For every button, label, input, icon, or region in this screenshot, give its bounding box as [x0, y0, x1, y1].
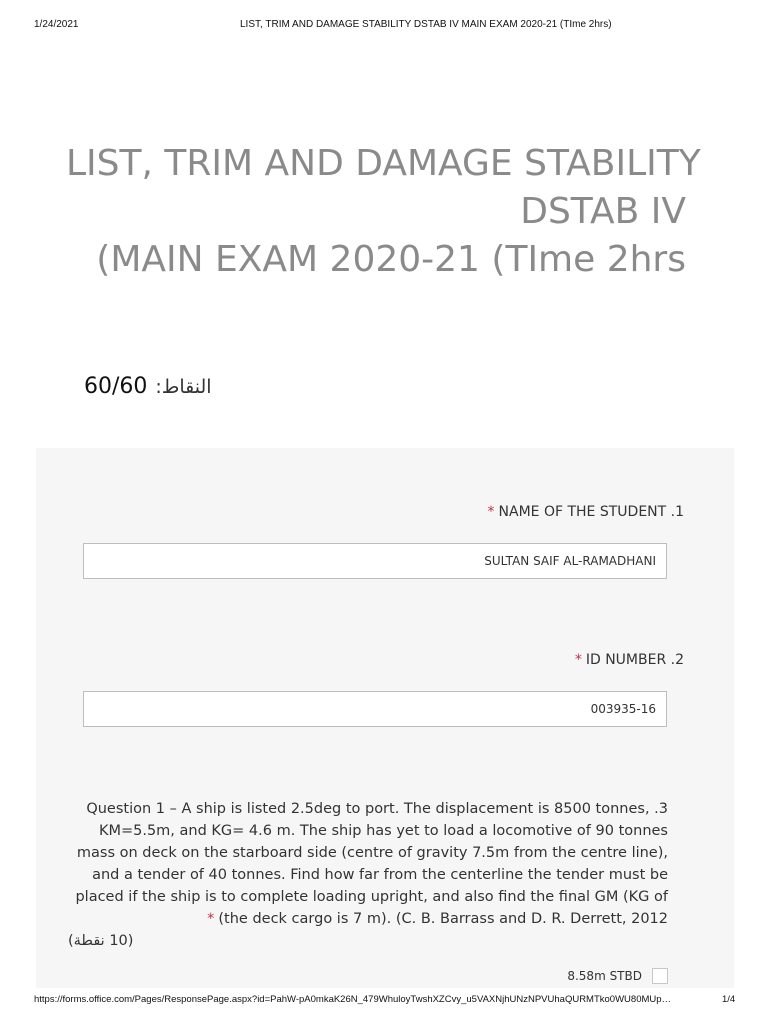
footer-page-number: 1/4 — [722, 994, 736, 1005]
print-title: LIST, TRIM AND DAMAGE STABILITY DSTAB IV MAIN EXAM 2020-21 (TIme 2hrs) — [240, 19, 612, 30]
question-3-points: (10 نقطة) — [68, 933, 134, 949]
print-date: 1/24/2021 — [34, 19, 79, 30]
question-1-text: NAME OF THE STUDENT .1 — [498, 504, 684, 520]
points-value: 60/60 — [84, 374, 148, 399]
question-1-label — [488, 504, 684, 520]
answer-option[interactable] — [567, 968, 668, 984]
footer-url: https://forms.office.com/Pages/ResponsePage.aspx?id=PahW-pA0mkaK26N_479WhuloyTwshXZCvy_u5VAXNjhUNzNPVUhaQURMTko0WU80MUp… — [34, 994, 672, 1005]
id-number-value: 003935-16 — [590, 702, 656, 716]
question-3-line: KM=5.5m, and KG= 4.6 m. The ship has yet to load a locomotive of 90 tonnes — [98, 823, 668, 839]
question-3-text — [68, 798, 668, 952]
question-3-line: Question 1 – A ship is listed 2.5deg to port. The displacement is 8500 tonnes, .3 — [86, 801, 668, 817]
question-3-line: placed if the ship is to complete loading upright, and also find the final GM (KG of — [75, 889, 668, 905]
points-label: النقاط: — [155, 376, 212, 398]
answer-option-label: 8.58m STBD — [567, 969, 642, 983]
question-2-text: ID NUMBER .2 — [585, 652, 684, 668]
question-3-line-required — [68, 908, 668, 930]
student-name-value: SULTAN SAIF AL-RAMADHANI — [484, 554, 656, 568]
form-title-line: DSTAB IV — [520, 191, 686, 232]
student-name-field[interactable] — [83, 543, 667, 579]
required-marker: * — [574, 652, 582, 668]
question-3-line: and a tender of 40 tonnes. Find how far from the centerline the tender must be — [92, 867, 668, 883]
form-title-line: LIST, TRIM AND DAMAGE STABILITY — [66, 143, 701, 184]
points-summary — [84, 374, 212, 399]
question-3-line: (the deck cargo is 7 m). (C. B. Barrass and D. R. Derrett, 2012 — [218, 911, 668, 927]
id-number-field[interactable] — [83, 691, 667, 727]
form-title — [66, 140, 701, 284]
question-3-line: mass on deck on the starboard side (centre of gravity 7.5m from the centre line), — [76, 845, 668, 861]
question-2-label — [575, 652, 684, 668]
answer-checkbox[interactable] — [652, 968, 668, 984]
form-title-line: (MAIN EXAM 2020-21 (TIme 2hrs — [96, 239, 686, 280]
required-marker: * — [487, 504, 495, 520]
print-footer — [0, 990, 768, 1024]
print-header — [0, 0, 768, 40]
required-marker: * — [207, 911, 215, 927]
